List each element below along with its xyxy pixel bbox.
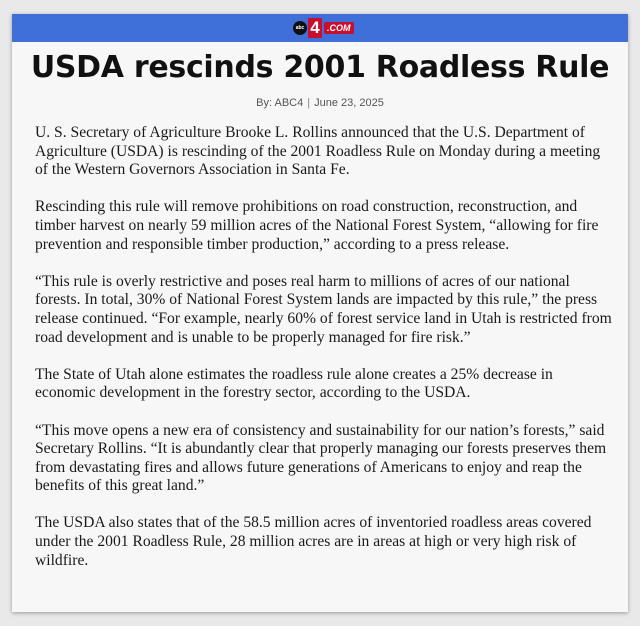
article-paragraph: The USDA also states that of the 58.5 million acres of inventoried roadless areas covered under the 2001 Roadless Rule, 28 million acres are in areas at high or very high risk of wildfire. bbox=[35, 514, 592, 569]
abc-logo-icon: abc bbox=[293, 21, 307, 35]
abc4-logo[interactable] bbox=[293, 17, 354, 39]
site-header-bar bbox=[12, 14, 628, 42]
byline bbox=[12, 96, 628, 110]
article-paragraph: “This rule is overly restrictive and poses real harm to millions of acres of our national forests. In total, 30% of National Forest System lands are impacted by this rule,” the press release continued. “For example, nearly 60% of forest service land in Utah is restricted from road development and is unable to be properly managed for fire risk.” bbox=[35, 272, 612, 346]
article-paragraph: “This move opens a new era of consistency and sustainability for our nation’s forests,” said Secretary Rollins. “It is abundantly clear that properly managing our forests preserves them from devastating fires and allows future generations of Americans to enjoy and reap the benefits of this great land.” bbox=[35, 421, 607, 495]
article-body bbox=[35, 124, 613, 589]
article-paragraph: Rescinding this rule will remove prohibitions on road construction, reconstruction, and timber harvest on nearly 59 million acres of the National Forest System, “allowing for fire prevention and responsible timber production,” according to a press release. bbox=[35, 198, 599, 253]
article-headline: USDA rescinds 2001 Roadless Rule bbox=[30, 50, 610, 85]
byline-separator: | bbox=[307, 97, 311, 109]
byline-date: June 23, 2025 bbox=[314, 97, 384, 109]
byline-author: By: ABC4 bbox=[256, 97, 304, 109]
article-paragraph: U. S. Secretary of Agriculture Brooke L. Rollins announced that the U.S. Department of Agriculture (USDA) is rescinding of the 2001 Roadless Rule on Monday during a meeting of the Western Governors Association in Santa Fe. bbox=[35, 124, 601, 179]
article-card bbox=[12, 14, 628, 612]
article-paragraph: The State of Utah alone estimates the roadless rule alone creates a 25% decrease in economic development in the forestry sector, according to the USDA. bbox=[35, 365, 553, 402]
channel-number-icon: 4 bbox=[308, 18, 322, 38]
dot-com-label: .COM bbox=[324, 22, 354, 34]
